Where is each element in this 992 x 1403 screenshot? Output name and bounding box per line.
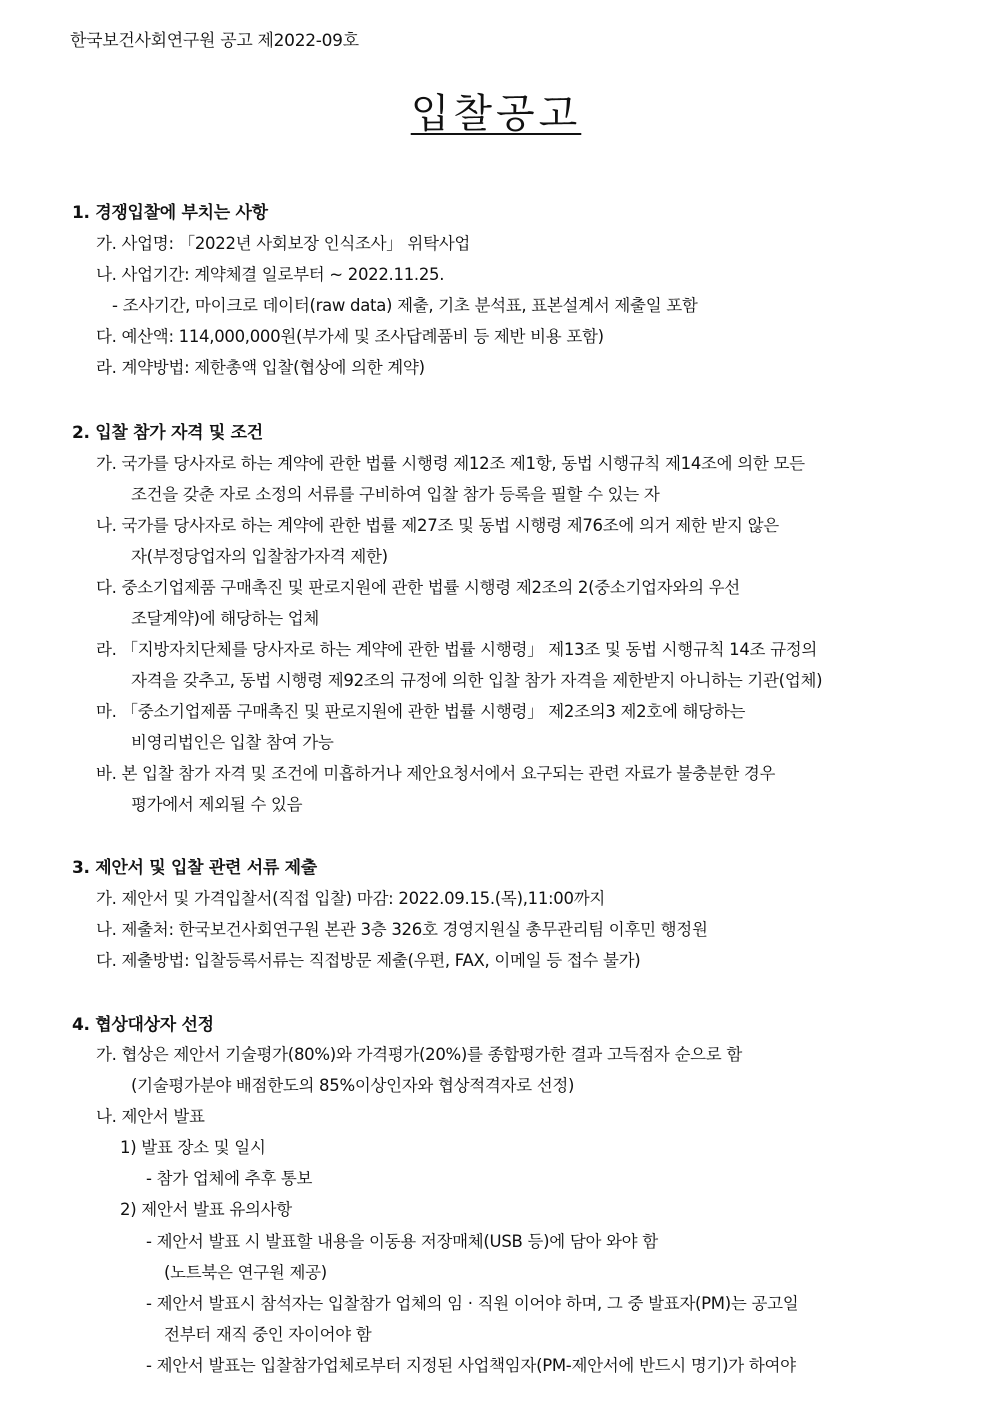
- s2-item-ba: 바. 본 입찰 참가 자격 및 조건에 미흡하거나 제안요청서에서 요구되는 관련 자료가 불충분한 경우: [96, 764, 776, 783]
- s4-item-ga: 가. 협상은 제안서 기술평가(80%)와 가격평가(20%)를 종합평가한 결과 고득점자 순으로 함: [96, 1045, 742, 1064]
- page-title: 입찰공고: [410, 91, 582, 137]
- s1-item-ga: 가. 사업명: 「2022년 사회보장 인식조사」 위탁사업: [96, 234, 470, 253]
- section-4-title: 4. 협상대상자 선정: [72, 1015, 214, 1035]
- s4-item-ga-cont: (기술평가분야 배점한도의 85%이상인자와 협상적격자로 선정): [131, 1076, 575, 1095]
- section-2-title: 2. 입찰 참가 자격 및 조건: [72, 423, 263, 443]
- s1-item-na-sub: - 조사기간, 마이크로 데이터(raw data) 제출, 기초 분석표, 표본설계서 제출일 포함: [112, 296, 698, 315]
- s2-item-ma-cont: 비영리법인은 입찰 참여 가능: [131, 733, 334, 752]
- s3-item-ga: 가. 제안서 및 가격입찰서(직접 입찰) 마감: 2022.09.15.(목),11:00까지: [96, 889, 605, 908]
- s2-item-ba-cont: 평가에서 제외될 수 있음: [131, 795, 303, 814]
- s4-sub-2-dash-2: - 제안서 발표시 참석자는 입찰참가 업체의 임 · 직원 이어야 하며, 그 중 발표자(PM)는 공고일: [146, 1294, 799, 1313]
- s2-item-ga-cont: 조건을 갖춘 자로 소정의 서류를 구비하여 입찰 참가 등록을 필할 수 있는 자: [131, 485, 660, 504]
- s3-item-na: 나. 제출처: 한국보건사회연구원 본관 3층 326호 경영지원실 총무관리팀 이후민 행정원: [96, 920, 708, 939]
- s2-item-ra-cont: 자격을 갖추고, 동법 시행령 제92조의 규정에 의한 입찰 참가 자격을 제한받지 아니하는 기관(업체): [131, 671, 823, 690]
- s4-sub-2: 2) 제안서 발표 유의사항: [120, 1200, 292, 1219]
- s2-item-ga: 가. 국가를 당사자로 하는 계약에 관한 법률 시행령 제12조 제1항, 동법 시행규칙 제14조에 의한 모든: [96, 454, 805, 473]
- notice-number: 한국보건사회연구원 공고 제2022-09호: [70, 31, 359, 51]
- s1-item-ra: 라. 계약방법: 제한총액 입찰(협상에 의한 계약): [96, 358, 425, 377]
- s2-item-ra: 라. 「지방자치단체를 당사자로 하는 계약에 관한 법률 시행령」 제13조 및 동법 시행규칙 14조 규정의: [96, 640, 818, 659]
- s4-sub-1-dash: - 참가 업체에 추후 통보: [146, 1169, 313, 1188]
- s4-sub-2-dash-1: - 제안서 발표 시 발표할 내용을 이동용 저장매체(USB 등)에 담아 와야 함: [146, 1232, 658, 1251]
- s2-item-na: 나. 국가를 당사자로 하는 계약에 관한 법률 제27조 및 동법 시행령 제76조에 의거 제한 받지 않은: [96, 516, 779, 535]
- s4-sub-2-dash-3: - 제안서 발표는 입찰참가업체로부터 지정된 사업책임자(PM-제안서에 반드시 명기)가 하여야: [146, 1356, 796, 1375]
- s2-item-na-cont: 자(부정당업자의 입찰참가자격 제한): [131, 547, 388, 566]
- section-1-title: 1. 경쟁입찰에 부치는 사항: [72, 203, 268, 223]
- s4-item-na: 나. 제안서 발표: [96, 1107, 205, 1126]
- section-3-title: 3. 제안서 및 입찰 관련 서류 제출: [72, 858, 317, 878]
- s4-sub-2-dash-2-cont: 전부터 재직 중인 자이어야 함: [164, 1325, 372, 1344]
- s1-item-da: 다. 예산액: 114,000,000원(부가세 및 조사답례품비 등 제반 비용 포함): [96, 327, 604, 346]
- s4-sub-2-dash-1-cont: (노트북은 연구원 제공): [164, 1263, 327, 1282]
- s2-item-ma: 마. 「중소기업제품 구매촉진 및 판로지원에 관한 법률 시행령」 제2조의3 제2호에 해당하는: [96, 702, 746, 721]
- s1-item-na: 나. 사업기간: 계약체결 일로부터 ~ 2022.11.25.: [96, 265, 445, 284]
- s2-item-da-cont: 조달계약)에 해당하는 업체: [131, 609, 320, 628]
- s2-item-da: 다. 중소기업제품 구매촉진 및 판로지원에 관한 법률 시행령 제2조의 2(중소기업자와의 우선: [96, 578, 740, 597]
- s4-sub-1: 1) 발표 장소 및 일시: [120, 1138, 266, 1157]
- s3-item-da: 다. 제출방법: 입찰등록서류는 직접방문 제출(우편, FAX, 이메일 등 접수 불가): [96, 951, 641, 970]
